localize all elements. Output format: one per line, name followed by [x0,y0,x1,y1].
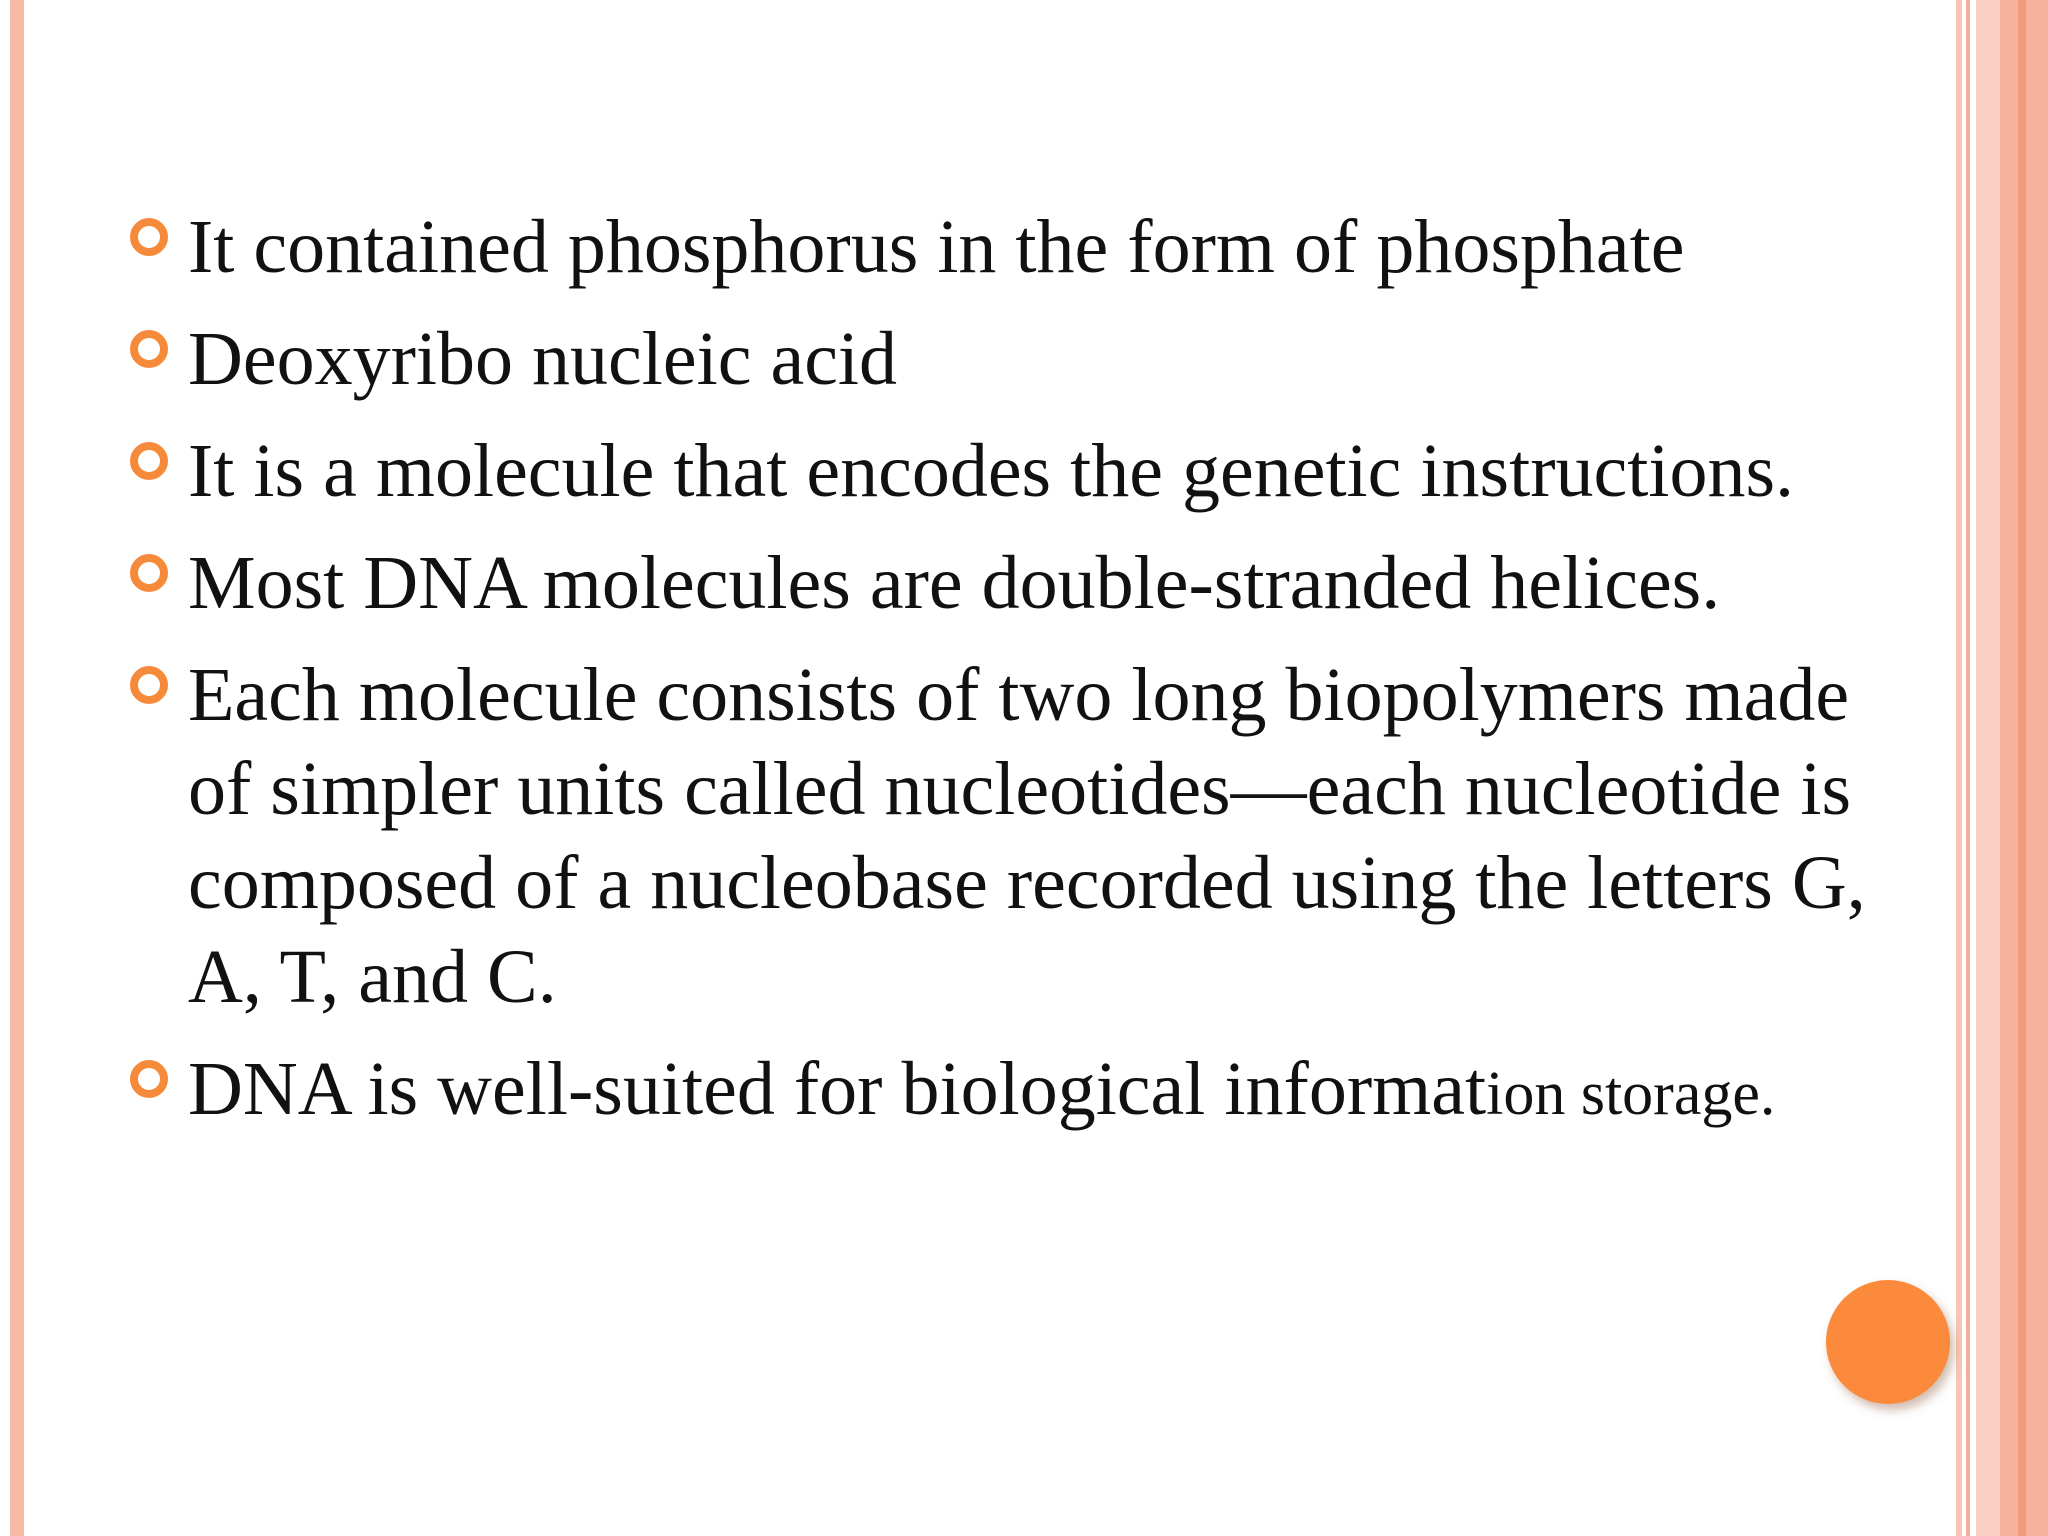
bullet-text: Each molecule consists of two long biopolymers made of simpler units called nucleotides—each nucleotide is composed of a nucleobase recorded using the letters G, A, T, and C. [188,653,1866,1019]
bullet-text: It contained phosphorus in the form of phosphate [188,205,1685,289]
bullet-list [130,200,1910,1159]
bullet-text: Deoxyribo nucleic acid [188,317,898,401]
bullet-item [130,424,1910,518]
bullet-text-tail: ion storage. [1486,1060,1776,1128]
right-stripe [1956,0,1962,1536]
bullet-ring-icon [130,330,168,368]
right-stripe [2018,0,2026,1536]
accent-circle [1826,1280,1950,1404]
bullet-item [130,1042,1910,1141]
right-stripe [1966,0,1970,1536]
bullet-ring-icon [130,666,168,704]
bullet-item [130,312,1910,406]
bullet-text: DNA is well-suited for biological informat [188,1047,1487,1131]
bullet-item [130,648,1910,1024]
right-stripe [1976,0,2000,1536]
bullet-text: Most DNA molecules are double-stranded helices. [188,541,1721,625]
right-decorative-stripes [1956,0,2048,1536]
bullet-ring-icon [130,554,168,592]
bullet-text: It is a molecule that encodes the genetic instructions. [188,429,1795,513]
bullet-item [130,536,1910,630]
bullet-ring-icon [130,1060,168,1098]
bullet-item [130,200,1910,294]
left-decorative-stripe [10,0,24,1536]
bullet-ring-icon [130,442,168,480]
bullet-ring-icon [130,218,168,256]
